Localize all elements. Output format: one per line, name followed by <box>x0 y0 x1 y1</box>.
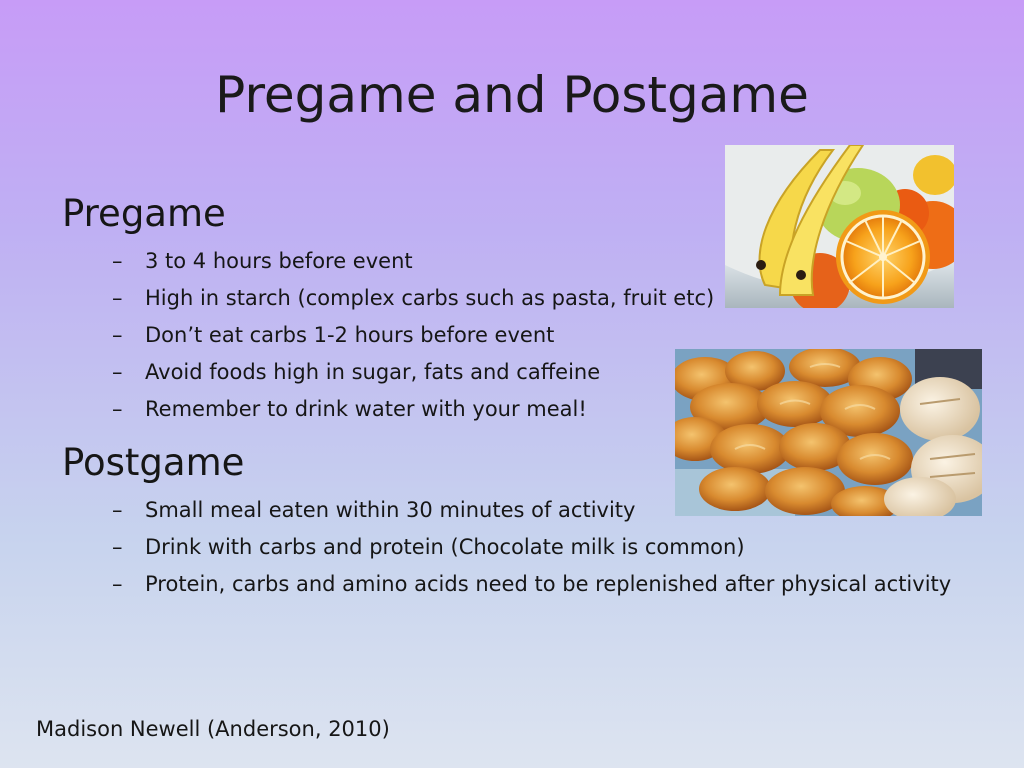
list-item <box>112 317 714 354</box>
bullet-dash: – <box>112 323 123 347</box>
pregame-list <box>112 243 714 428</box>
bullet-dash: – <box>112 572 123 596</box>
slide-title: Pregame and Postgame <box>215 66 809 124</box>
bread-rolls-image <box>675 349 982 516</box>
list-item <box>112 391 714 428</box>
postgame-heading: Postgame <box>62 441 245 484</box>
bullet-dash: – <box>112 286 123 310</box>
bullet-dash: – <box>112 535 123 559</box>
bullet-text: Avoid foods high in sugar, fats and caffeine <box>145 360 601 384</box>
list-item <box>112 529 951 566</box>
bullet-dash: – <box>112 498 123 522</box>
bullet-text: 3 to 4 hours before event <box>145 249 413 273</box>
footer-credit: Madison Newell (Anderson, 2010) <box>36 717 390 741</box>
bullet-text: Remember to drink water with your meal! <box>145 397 587 421</box>
bullet-dash: – <box>112 360 123 384</box>
bullet-text: Don’t eat carbs 1-2 hours before event <box>145 323 555 347</box>
bullet-dash: – <box>112 249 123 273</box>
fruit-bowl-photo <box>725 145 954 308</box>
bullet-text: Drink with carbs and protein (Chocolate milk is common) <box>145 535 745 559</box>
list-item <box>112 280 714 317</box>
bullet-text: Small meal eaten within 30 minutes of activity <box>145 498 636 522</box>
list-item <box>112 566 951 603</box>
fruit-bowl-image <box>725 145 954 308</box>
bullet-text: Protein, carbs and amino acids need to be replenished after physical activity <box>145 572 952 596</box>
bullet-text: High in starch (complex carbs such as pasta, fruit etc) <box>145 286 715 310</box>
list-item <box>112 243 714 280</box>
bread-rolls-photo <box>675 349 982 516</box>
pregame-heading: Pregame <box>62 192 226 235</box>
bullet-dash: – <box>112 397 123 421</box>
list-item <box>112 354 714 391</box>
